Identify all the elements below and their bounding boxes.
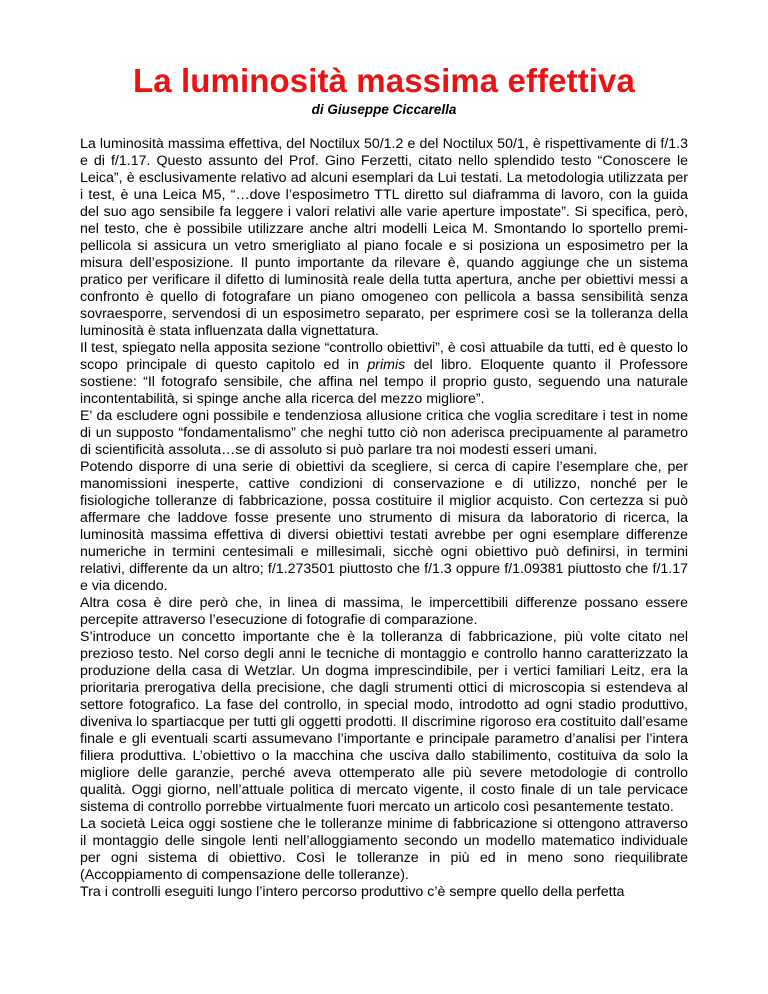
paragraph: La società Leica oggi sostiene che le tolleranze minime di fabbricazione si ottengono attraverso il montaggio delle singole lenti nell’alloggiamento secondo un modello matematico individuale per ogni sistema di obiettivo. Così le tolleranze in più ed in meno sono riequilibrate (Accoppiamento di compensazione delle tolleranze). [80,816,688,883]
author-byline: di Giuseppe Ciccarella [311,102,457,117]
paragraph-text: del libro. Eloquente quanto il Professore sostiene: “Il fotografo sensibile, che affina nel tempo il proprio gusto, seguendo una naturale incontentabilità, si spinge anche alla ricerca del mezzo migliore”. [80,357,688,407]
document-body [80,136,688,901]
paragraph: S’introduce un concetto importante che è la tolleranza di fabbricazione, più volte citato nel prezioso testo. Nel corso degli anni le tecniche di montaggio e controllo hanno caratterizzato la produzione della casa di Wetzlar. Un dogma imprescindibile, per i vertici familiari Leitz, era la prioritaria prerogativa della precisione, che dagli strumenti ottici di microscopia si estendeva al settore fotografico. La fase del controllo, in special modo, introdotto ad ogni stadio produttivo, diveniva lo spartiacque per tutti gli oggetti prodotti. Il discrimine rigoroso era costituito dall’esame finale e gli eventuali scarti assumevano l’importante e principale parametro d’analisi per l’intera filiera produttiva. L’obiettivo o la macchina che usciva dallo stabilimento, costituiva da solo la migliore delle garanzie, perché aveva ottemperato alle più severe metodologie di controllo qualità. Oggi giorno, nell’attuale politica di mercato vigente, il costo finale di un tale pervicace sistema di controllo porrebbe virtualmente fuori mercato un articolo così pesantemente testato. [80,629,688,815]
paragraph-text: Il test, spiegato nella apposita sezione “controllo obiettivi”, è così attuabile da tutti, ed è questo lo scopo principale di questo capitolo ed in [80,340,688,373]
paragraph: Tra i controlli eseguiti lungo l’intero percorso produttivo c’è sempre quello della perfetta [80,884,625,900]
paragraph [80,340,688,408]
paragraph: La luminosità massima effettiva, del Noctilux 50/1.2 e del Noctilux 50/1, è rispettivamente di f/1.3 e di f/1.17. Questo assunto del Prof. Gino Ferzetti, citato nello splendido testo “Conoscere le Leica”, è esclusivamente relativo ad alcuni esemplari da Lui testati. La metodologia utilizzata per i test, è una Leica M5, “…dove l’esposimetro TTL diretto sul diaframma di lavoro, con la guida del suo ago sensibile fa leggere i valori relativi alle varie aperture impostate”. Si specifica, però, nel testo, che è possibile utilizzare anche altri modelli Leica M. Smontando lo sportello premi-pellicola si assicura un vetro smerigliato al piano focale e si posiziona un esposimetro per la misura dell’esposizione. Il punto importante da rilevare è, quando aggiunge che un sistema pratico per verificare il difetto di luminosità reale della tutta apertura, anche per obiettivi messi a confronto è quello di fotografare un piano omogeneo con pellicola a bassa sensibilità senza sovraesporre, servendosi di un esposimetro separato, per esprimere così se la tolleranza della luminosità è stata influenzata dalla vignettatura. [80,136,688,339]
paragraph: Potendo disporre di una serie di obiettivi da scegliere, si cerca di capire l’esemplare che, per manomissioni inesperte, cattive condizioni di conservazione e di utilizzo, nonché per le fisiologiche tolleranze di fabbricazione, possa costituire il miglior acquisto. Con certezza si può affermare che laddove fosse presente uno strumento di misura da laboratorio di ricerca, la luminosità massima effettiva di diversi obiettivi testati avrebbe per ogni esemplare differenze numeriche in termini centesimali e millesimali, sicchè ogni obiettivo può definirsi, in termini relativi, differente da un altro; f/1.273501 piuttosto che f/1.3 oppure f/1.09381 piuttosto che f/1.17 e via dicendo. [80,459,688,594]
paragraph: Altra cosa è dire però che, in linea di massima, le impercettibili differenze possano essere percepite attraverso l’esecuzione di fotografie di comparazione. [80,595,688,628]
paragraph: E' da escludere ogni possibile e tendenziosa allusione critica che voglia screditare i test in nome di un supposto “fondamentalismo” che neghi tutto ciò non aderisca precipuamente al parametro di scientificità assoluta…se di assoluto si può parlare tra noi modesti esseri umani. [80,408,688,458]
emphasis-text: primis [367,357,406,373]
document-title: La luminosità massima effettiva [133,62,635,99]
document-page [80,62,688,901]
